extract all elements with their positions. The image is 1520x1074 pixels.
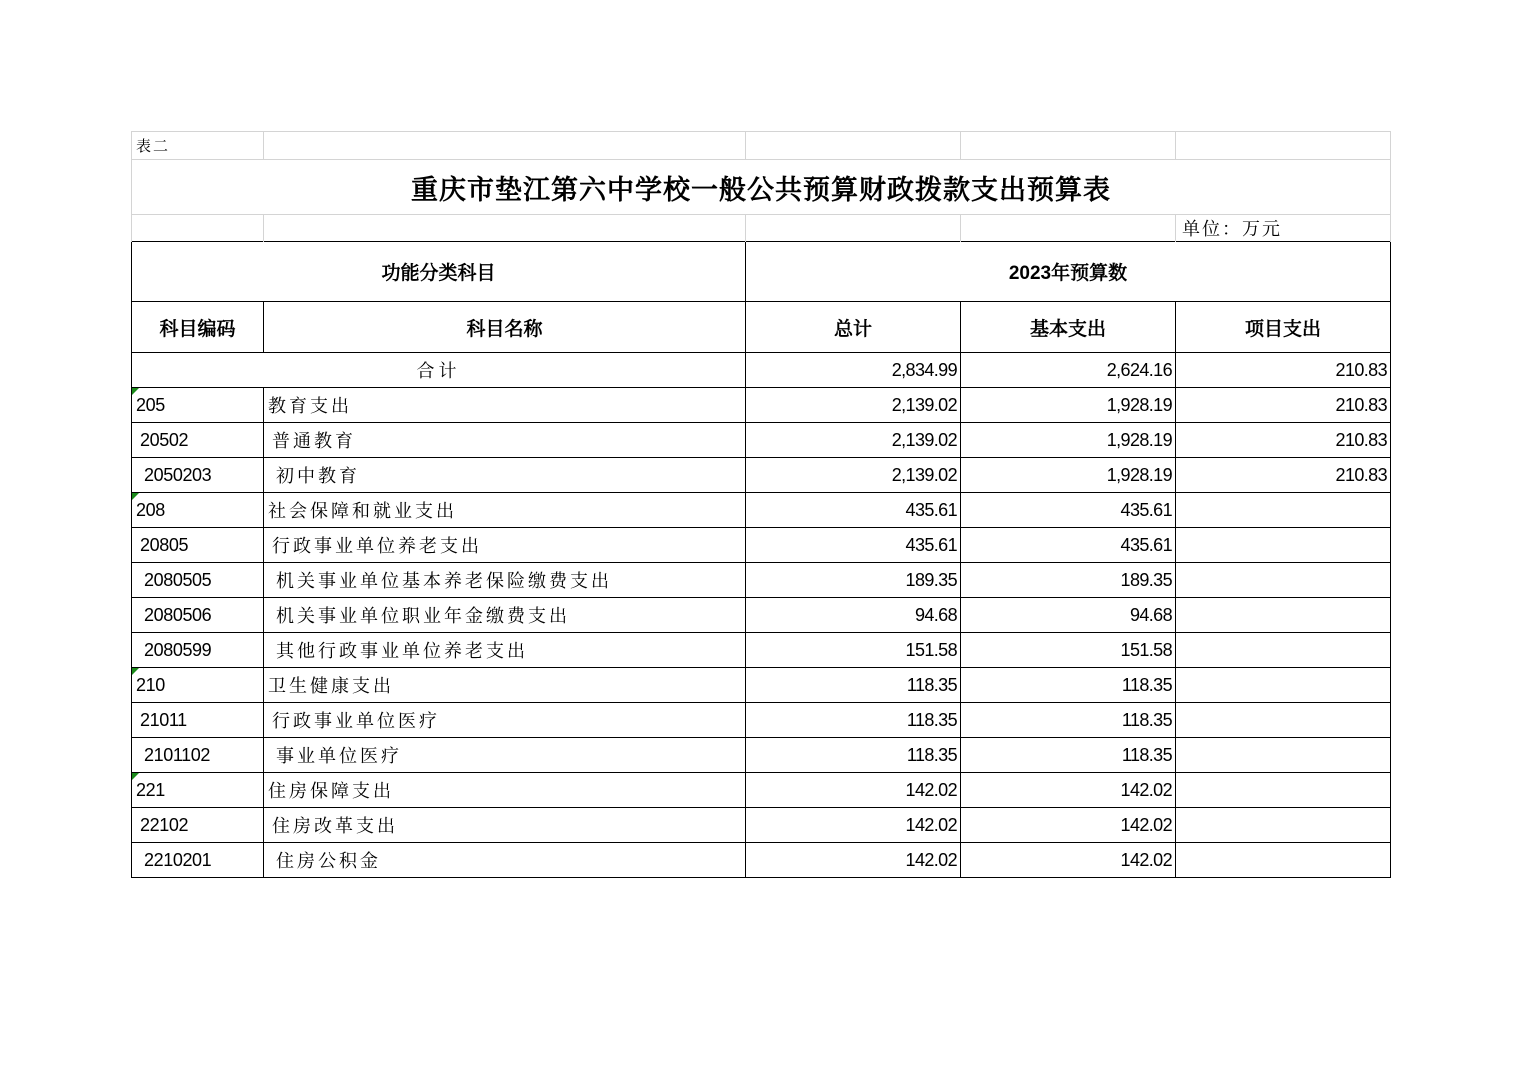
table-row <box>132 493 1391 528</box>
cell-project[interactable] <box>1176 563 1391 598</box>
cell-basic[interactable]: 435.61 <box>961 493 1176 528</box>
table-row <box>132 598 1391 633</box>
cell-project[interactable] <box>1176 703 1391 738</box>
cell-name[interactable]: 机关事业单位基本养老保险缴费支出 <box>264 563 746 598</box>
cell-name[interactable]: 其他行政事业单位养老支出 <box>264 633 746 668</box>
header-basic[interactable]: 基本支出 <box>961 302 1176 353</box>
header-function-category[interactable]: 功能分类科目 <box>132 242 746 302</box>
empty-cell[interactable] <box>746 215 961 242</box>
cell-basic[interactable]: 94.68 <box>961 598 1176 633</box>
table-row <box>132 808 1391 843</box>
header-column-row <box>132 302 1391 353</box>
cell-name[interactable]: 行政事业单位医疗 <box>264 703 746 738</box>
cell-basic[interactable]: 118.35 <box>961 668 1176 703</box>
code-text: 2210201 <box>144 849 212 870</box>
code-text: 2080506 <box>144 604 212 625</box>
total-row <box>132 353 1391 388</box>
code-text: 205 <box>136 394 165 415</box>
cell-comment-marker-icon <box>132 493 139 500</box>
table-row <box>132 738 1391 773</box>
header-name[interactable]: 科目名称 <box>264 302 746 353</box>
cell-basic[interactable]: 142.02 <box>961 843 1176 878</box>
table-row <box>132 843 1391 878</box>
cell-project[interactable] <box>1176 598 1391 633</box>
cell-name[interactable]: 社会保障和就业支出 <box>264 493 746 528</box>
cell-project[interactable] <box>1176 738 1391 773</box>
cell-code[interactable] <box>132 493 264 528</box>
cell-code[interactable] <box>132 773 264 808</box>
cell-basic[interactable]: 118.35 <box>961 703 1176 738</box>
empty-cell[interactable] <box>132 215 264 242</box>
header-budget-2023[interactable]: 2023年预算数 <box>746 242 1391 302</box>
cell-total[interactable]: 142.02 <box>746 808 961 843</box>
table-row <box>132 423 1391 458</box>
cell-code[interactable] <box>132 843 264 878</box>
total-project[interactable]: 210.83 <box>1176 353 1391 388</box>
cell-code[interactable] <box>132 633 264 668</box>
cell-code[interactable] <box>132 738 264 773</box>
cell-name[interactable]: 卫生健康支出 <box>264 668 746 703</box>
cell-name[interactable]: 住房保障支出 <box>264 773 746 808</box>
table-row <box>132 388 1391 423</box>
cell-basic[interactable]: 142.02 <box>961 808 1176 843</box>
cell-code[interactable] <box>132 423 264 458</box>
cell-code[interactable] <box>132 528 264 563</box>
empty-cell[interactable] <box>264 215 746 242</box>
label-row <box>132 132 1391 160</box>
cell-name[interactable]: 机关事业单位职业年金缴费支出 <box>264 598 746 633</box>
cell-total[interactable]: 118.35 <box>746 738 961 773</box>
cell-code[interactable] <box>132 563 264 598</box>
code-text: 20805 <box>140 534 189 555</box>
table-row <box>132 528 1391 563</box>
table-row <box>132 703 1391 738</box>
header-code[interactable]: 科目编码 <box>132 302 264 353</box>
cell-comment-marker-icon <box>132 773 139 780</box>
cell-code[interactable] <box>132 703 264 738</box>
header-project[interactable]: 项目支出 <box>1176 302 1391 353</box>
cell-basic[interactable]: 189.35 <box>961 563 1176 598</box>
cell-name[interactable]: 住房改革支出 <box>264 808 746 843</box>
cell-name[interactable]: 初中教育 <box>264 458 746 493</box>
cell-total[interactable]: 151.58 <box>746 633 961 668</box>
cell-basic[interactable]: 142.02 <box>961 773 1176 808</box>
code-text: 20502 <box>140 429 189 450</box>
code-text: 22102 <box>140 814 189 835</box>
code-text: 2080505 <box>144 569 212 590</box>
budget-table <box>131 131 1391 878</box>
header-total[interactable]: 总计 <box>746 302 961 353</box>
table-row <box>132 633 1391 668</box>
unit-label[interactable]: 单位：万元 <box>1176 215 1391 242</box>
cell-total[interactable]: 435.61 <box>746 493 961 528</box>
cell-basic[interactable]: 1,928.19 <box>961 388 1176 423</box>
cell-total[interactable]: 142.02 <box>746 843 961 878</box>
cell-name[interactable]: 教育支出 <box>264 388 746 423</box>
cell-project[interactable]: 210.83 <box>1176 423 1391 458</box>
code-text: 221 <box>136 779 165 800</box>
code-text: 21011 <box>140 709 187 730</box>
table-row <box>132 668 1391 703</box>
cell-total[interactable]: 2,139.02 <box>746 458 961 493</box>
sheet-title[interactable]: 重庆市垫江第六中学校一般公共预算财政拨款支出预算表 <box>132 160 1391 215</box>
cell-total[interactable]: 94.68 <box>746 598 961 633</box>
cell-name[interactable]: 普通教育 <box>264 423 746 458</box>
code-text: 2101102 <box>144 744 210 765</box>
cell-basic[interactable]: 118.35 <box>961 738 1176 773</box>
total-label[interactable]: 合计 <box>132 353 746 388</box>
cell-project[interactable] <box>1176 528 1391 563</box>
cell-code[interactable] <box>132 388 264 423</box>
cell-project[interactable] <box>1176 668 1391 703</box>
cell-project[interactable] <box>1176 493 1391 528</box>
cell-basic[interactable]: 1,928.19 <box>961 458 1176 493</box>
total-total[interactable]: 2,834.99 <box>746 353 961 388</box>
cell-project[interactable]: 210.83 <box>1176 388 1391 423</box>
empty-cell[interactable] <box>264 132 746 160</box>
cell-basic[interactable]: 1,928.19 <box>961 423 1176 458</box>
empty-cell[interactable] <box>1176 132 1391 160</box>
cell-code[interactable] <box>132 808 264 843</box>
cell-code[interactable] <box>132 598 264 633</box>
cell-total[interactable]: 2,139.02 <box>746 388 961 423</box>
empty-cell[interactable] <box>961 132 1176 160</box>
cell-total[interactable]: 2,139.02 <box>746 423 961 458</box>
title-row <box>132 160 1391 215</box>
table-label-cell[interactable]: 表二 <box>132 132 264 160</box>
code-text: 2080599 <box>144 639 212 660</box>
cell-project[interactable] <box>1176 808 1391 843</box>
code-text: 210 <box>136 674 165 695</box>
cell-project[interactable] <box>1176 773 1391 808</box>
table-row <box>132 563 1391 598</box>
cell-comment-marker-icon <box>132 668 139 675</box>
cell-total[interactable]: 435.61 <box>746 528 961 563</box>
total-basic[interactable]: 2,624.16 <box>961 353 1176 388</box>
cell-total[interactable]: 118.35 <box>746 668 961 703</box>
cell-name[interactable]: 事业单位医疗 <box>264 738 746 773</box>
cell-basic[interactable]: 151.58 <box>961 633 1176 668</box>
empty-cell[interactable] <box>746 132 961 160</box>
cell-project[interactable]: 210.83 <box>1176 458 1391 493</box>
header-group-row <box>132 242 1391 302</box>
code-text: 208 <box>136 499 165 520</box>
cell-basic[interactable]: 435.61 <box>961 528 1176 563</box>
cell-code[interactable] <box>132 458 264 493</box>
cell-project[interactable] <box>1176 843 1391 878</box>
cell-name[interactable]: 住房公积金 <box>264 843 746 878</box>
cell-total[interactable]: 142.02 <box>746 773 961 808</box>
cell-code[interactable] <box>132 668 264 703</box>
table-row <box>132 773 1391 808</box>
cell-total[interactable]: 189.35 <box>746 563 961 598</box>
code-text: 2050203 <box>144 464 212 485</box>
cell-total[interactable]: 118.35 <box>746 703 961 738</box>
empty-cell[interactable] <box>961 215 1176 242</box>
cell-name[interactable]: 行政事业单位养老支出 <box>264 528 746 563</box>
cell-project[interactable] <box>1176 633 1391 668</box>
unit-row <box>132 215 1391 242</box>
cell-comment-marker-icon <box>132 388 139 395</box>
table-row <box>132 458 1391 493</box>
